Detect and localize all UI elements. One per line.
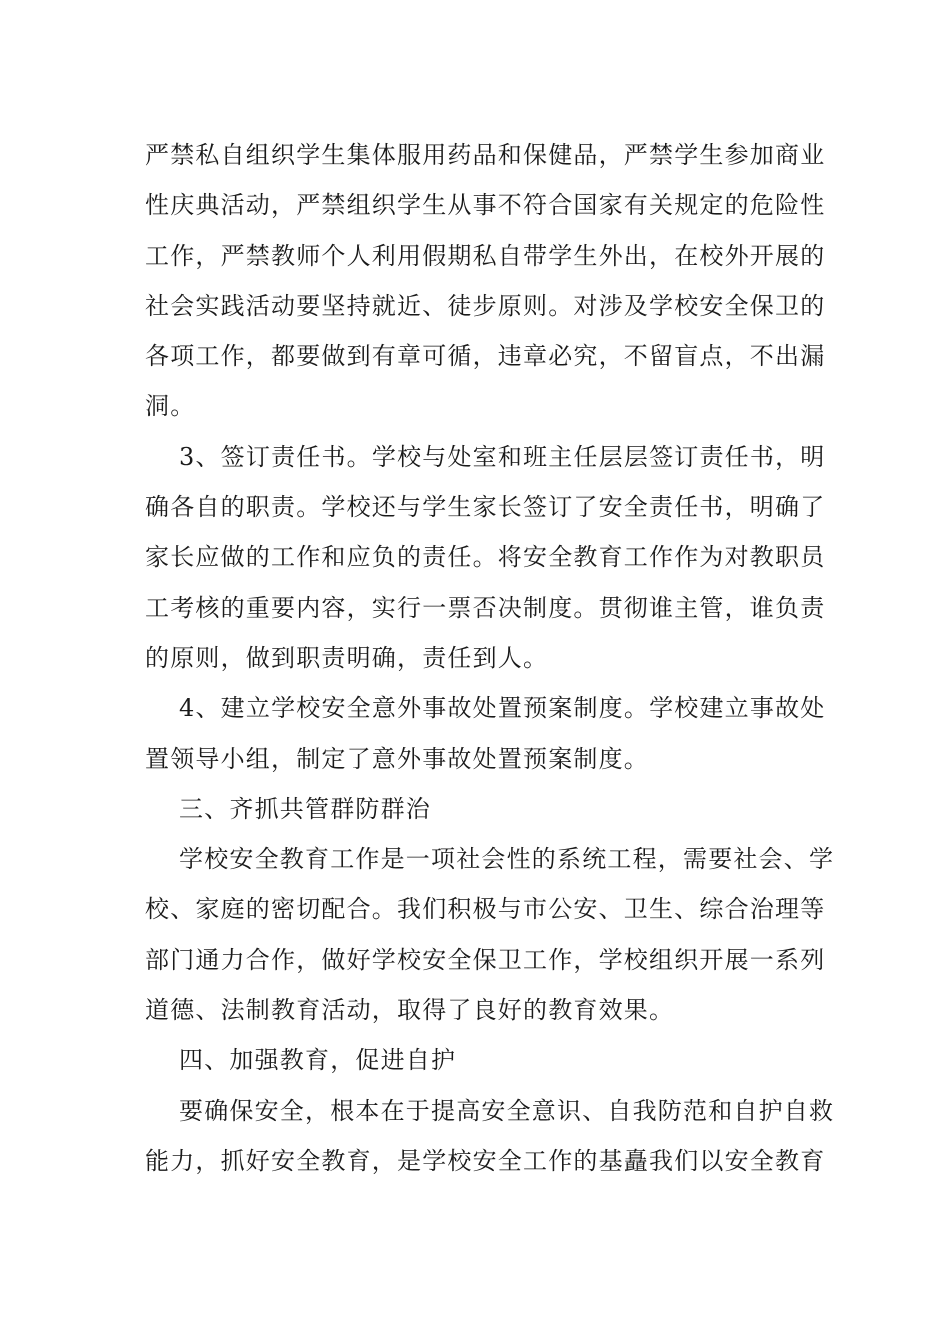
text-line: 严禁私自组织学生集体服用药品和保健品，严禁学生参加商业 xyxy=(145,141,826,169)
text-line: 工作，严禁教师个人利用假期私自带学生外出，在校外开展的 xyxy=(145,241,826,270)
paragraph xyxy=(145,432,826,683)
text-line: 要确保安全，根本在于提高安全意识、自我防范和自护自救 xyxy=(179,1096,835,1125)
text-line: 社会实践活动要坚持就近、徒步原则。对涉及学校安全保卫的 xyxy=(145,291,826,320)
text-line: 能力，抓好安全教育，是学校安全工作的基矗我们以安全教育 xyxy=(145,1146,826,1175)
text-line: 3、签订责任书。学校与处室和班主任层层签订责任书，明 xyxy=(179,442,826,471)
text-line: 4、建立学校安全意外事故处置预案制度。学校建立事故处 xyxy=(179,694,826,723)
paragraph xyxy=(145,130,826,432)
text-line: 部门通力合作，做好学校安全保卫工作，学校组织开展一系列 xyxy=(145,945,826,974)
text-line: 校、家庭的密切配合。我们积极与市公安、卫生、综合治理等 xyxy=(145,895,826,924)
text-line: 性庆典活动，严禁组织学生从事不符合国家有关规定的危险性 xyxy=(145,191,826,220)
text-line: 工考核的重要内容，实行一票否决制度。贯彻谁主管，谁负责 xyxy=(145,593,826,622)
text-line: 洞。 xyxy=(145,392,196,421)
text-line: 三、齐抓共管群防群治 xyxy=(179,794,431,823)
paragraph xyxy=(145,834,835,1035)
text-line: 道德、法制教育活动，取得了良好的教育效果。 xyxy=(145,996,675,1025)
text-line: 学校安全教育工作是一项社会性的系统工程，需要社会、学 xyxy=(179,845,835,874)
paragraph xyxy=(145,683,826,784)
text-line: 置领导小组，制定了意外事故处置预案制度。 xyxy=(145,744,649,773)
text-line: 各项工作，都要做到有章可循，违章必究，不留盲点，不出漏 xyxy=(145,342,826,371)
text-line: 确各自的职责。学校还与学生家长签订了安全责任书，明确了 xyxy=(145,493,826,522)
paragraph xyxy=(145,784,805,834)
document-page xyxy=(145,130,835,1186)
paragraph xyxy=(145,1035,805,1085)
text-line: 家长应做的工作和应负的责任。将安全教育工作作为对教职员 xyxy=(145,543,826,572)
text-line: 的原则，做到职责明确，责任到人。 xyxy=(145,643,549,672)
text-line: 四、加强教育，促进自护 xyxy=(179,1046,457,1075)
paragraph xyxy=(145,1086,835,1187)
